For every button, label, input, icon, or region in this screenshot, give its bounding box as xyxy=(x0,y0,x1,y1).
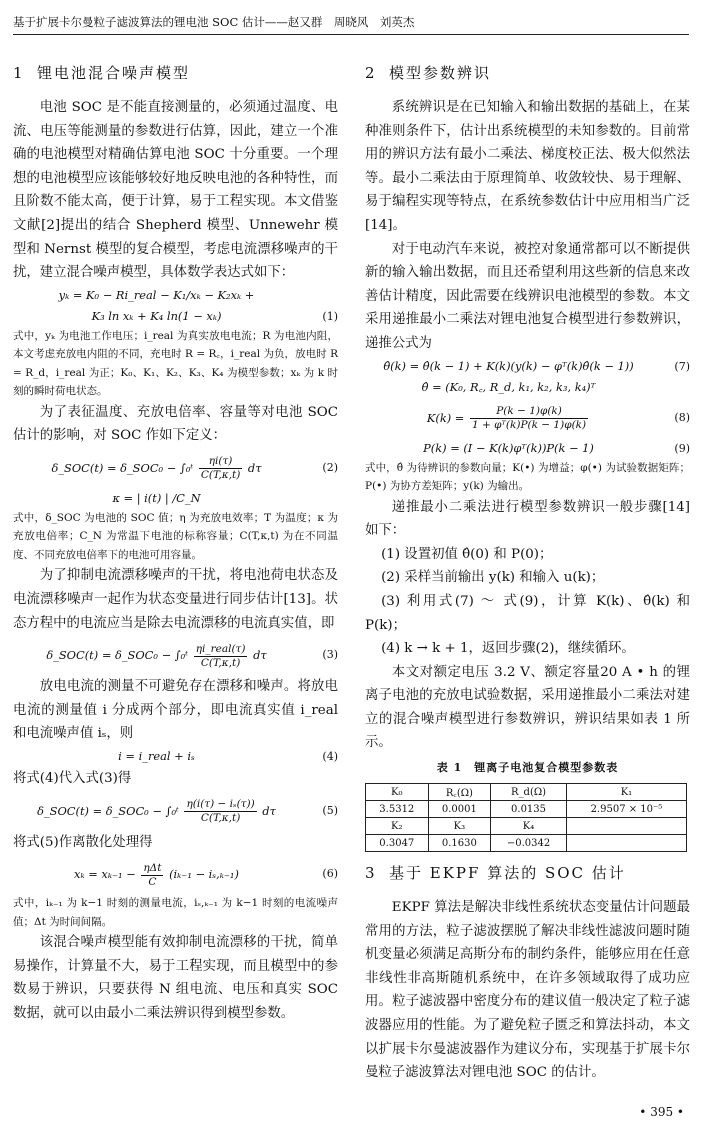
table-header-cell xyxy=(566,818,686,835)
section-1-number: 1 xyxy=(13,64,23,82)
paragraph: 将式(4)代入式(3)得 xyxy=(13,771,132,786)
equation-tail: dτ xyxy=(247,460,262,475)
equation-number: (3) xyxy=(322,648,338,662)
equation-7 xyxy=(365,356,690,377)
section-1-heading xyxy=(13,62,338,84)
paragraph: 将式(5)作离散化处理得 xyxy=(13,834,153,850)
numerator: η(i(τ) − iₛ(τ)) xyxy=(186,798,255,811)
equation-9 xyxy=(365,438,690,459)
table-cell xyxy=(566,835,686,852)
equation-3 xyxy=(13,635,338,675)
fraction xyxy=(141,862,163,889)
step-1: (1) 设置初值 θ̂(0) 和 P(0)； xyxy=(381,546,553,562)
equation-number: (7) xyxy=(674,359,690,373)
table-header-cell: R꜀(Ω) xyxy=(428,784,491,801)
table-cell: 0.3047 xyxy=(366,835,429,852)
fraction xyxy=(199,455,242,482)
paragraph: 放电电流的测量不可避免存在漂移和噪声。将放电电流的测量值 i 分成两个部分，即电流真实值 i_real 和电流噪声值 iₛ，则 xyxy=(13,679,338,742)
paragraph: 为了抑制电流漂移噪声的干扰，将电池荷电状态及电流漂移噪声一起作为状态变量进行同步估计[13]。状态方程中的电流应当是除去电流漂移的电流真实值，即 xyxy=(13,568,338,631)
equation-tail: dτ xyxy=(262,803,276,818)
table-header-cell: K₃ xyxy=(428,818,491,835)
equation-tail: (iₖ₋₁ − iₛ,ₖ₋₁) xyxy=(169,867,239,882)
table-cell: 0.0135 xyxy=(491,801,567,818)
equation-body xyxy=(13,854,300,894)
denominator: 1 + φᵀ(k)P(k − 1)φ(k) xyxy=(471,419,587,432)
section-3-heading xyxy=(365,862,690,884)
table-cell: −0.0342 xyxy=(491,835,567,852)
equation-body xyxy=(13,791,300,831)
equation-number: (6) xyxy=(322,867,338,881)
paragraph: 对于电动汽车来说，被控对象通常都可以不断提供新的输入输出数据，而且还希望利用这些新的信息来改善估计精度，因此需要在线辨识电池模型的参数。本文采用递推最小二乘法对锂电池复合模型进行参数辨识，递推公式为 xyxy=(365,241,690,351)
equation-number: (5) xyxy=(322,803,338,817)
denominator: C(T,κ,t) xyxy=(200,812,241,825)
page-number: • 395 • xyxy=(639,1105,684,1119)
table-cell: 3.5312 xyxy=(366,801,429,818)
table-header-cell: K₁ xyxy=(566,784,686,801)
table-header-cell: K₄ xyxy=(491,818,567,835)
numerator: P(k − 1)φ(k) xyxy=(470,405,588,419)
equation-lhs: δ_SOC(t) = δ_SOC₀ − ∫₀ᵗ xyxy=(46,648,189,663)
table-row xyxy=(366,835,687,852)
equation-8 xyxy=(365,398,690,438)
paragraph: 递推最小二乘法进行模型参数辨识一般步骤[14] 如下： xyxy=(365,499,690,539)
table-header-cell: K₂ xyxy=(366,818,429,835)
equation-number: (8) xyxy=(674,410,690,424)
table-row xyxy=(366,818,687,835)
equation-text: θ̂ = (K₀, R꜀, R_d, k₁, k₂, k₃, k₄)ᵀ xyxy=(421,379,596,394)
section-2-title: 模型参数辨识 xyxy=(389,64,492,82)
section-2-number: 2 xyxy=(365,64,375,82)
right-column xyxy=(365,56,690,1085)
equation-text: i = i_real + iₛ xyxy=(118,749,195,763)
step-4: (4) k → k + 1，返回步骤(2)，继续循环。 xyxy=(381,641,635,657)
equation-body xyxy=(13,635,300,675)
equation-lhs: K(k) = xyxy=(426,410,465,425)
equation-text: P(k) = (I − K(k)φᵀ(k))P(k − 1) xyxy=(423,440,594,455)
equation-text: κ = | i(t) | /C_N xyxy=(112,490,201,505)
table-header-cell: K₀ xyxy=(366,784,429,801)
equation-7b xyxy=(365,377,690,398)
variable-description: 式中，yₖ 为电池工作电压；i_real 为真实放电电流；R 为电池内阻，本文考虑充放电内阻的不同，充电时 R = R꜀，i_real 为负，放电时 R = R_d，i_real 为正；K₀、K₁、K₂、K₃、K₄ 为模型参数；xₖ 为 k 时刻的瞬时荷电状态。 xyxy=(13,329,338,398)
section-3-number: 3 xyxy=(365,864,375,883)
equation-1-line-1 xyxy=(13,285,338,306)
paragraph: EKPF 算法是解决非线性系统状态变量估计问题最常用的方法，粒子滤波摆脱了解决非线性滤波问题时随机变量必须满足高斯分布的制约条件，能够应用在任意非线性非高斯随机系统中，在许多领域取得了成功应用。粒子滤波器中密度分布的建议值一般决定了粒子滤波器应用的性能。为了避免粒子匮乏和算法抖动，本文以扩展卡尔曼滤波器作为建议分布，实现基于扩展卡尔曼粒子滤波算法对锂电池 SOC 的估计。 xyxy=(365,900,690,1081)
numerator: ηi_real(τ) xyxy=(195,642,246,655)
section-2-heading xyxy=(365,62,690,84)
denominator: C xyxy=(148,875,157,888)
section-3-title: 基于 EKPF 算法的 SOC 估计 xyxy=(389,864,626,883)
equation-tail: dτ xyxy=(253,648,267,663)
equation-6 xyxy=(13,854,338,894)
table-cell: 0.0001 xyxy=(428,801,491,818)
fraction xyxy=(184,798,256,825)
section-1-title: 锂电池混合噪声模型 xyxy=(37,64,191,82)
equation-2b xyxy=(13,488,338,509)
fraction xyxy=(194,643,248,670)
step-3: (3) 利用式(7) ～ 式(9)，计算 K(k)、θ̂(k) 和 P(k)； xyxy=(365,593,690,633)
equation-5 xyxy=(13,791,338,831)
equation-text: θ̂(k) = θ̂(k − 1) + K(k)(y(k) − φᵀ(k)θ̂(k − 1)) xyxy=(383,358,634,373)
equation-number: (9) xyxy=(674,441,690,455)
equation-text: K₃ ln xₖ + K₄ ln(1 − xₖ) xyxy=(91,308,222,323)
numerator: ηΔt xyxy=(143,861,162,874)
equation-lhs: δ_SOC(t) = δ_SOC₀ − ∫₀ᵗ xyxy=(37,803,179,818)
equation-number: (2) xyxy=(322,460,338,474)
step-2: (2) 采样当前输出 y(k) 和输入 u(k)； xyxy=(381,570,605,586)
equation-1-line-2 xyxy=(13,306,338,327)
equation-number: (4) xyxy=(322,750,338,763)
table-cell: 2.9507 × 10⁻⁵ xyxy=(566,801,686,818)
variable-description: 式中，θ̂ 为待辨识的参数向量；K(•) 为增益；φ(•) 为试验数据矩阵；P(•) 为协方差矩阵；y(k) 为输出。 xyxy=(365,461,690,493)
equation-body xyxy=(13,448,300,488)
parameter-table xyxy=(365,783,687,852)
paragraph: 系统辨识是在已知输入和输出数据的基础上，在某种准则条件下，估计出系统模型的未知参数的。目前常用的辨识方法有最小二乘法、梯度校正法、极大似然法等。最小二乘法由于原理简单、收敛较快、易于理解、易于编程实现等特点，在系统参数估计中应用相当广泛[14]。 xyxy=(365,100,690,233)
paragraph: 本文对额定电压 3.2 V、额定容量20 A • h 的锂离子电池的充放电试验数据，采用递推最小二乘法对建立的混合噪声模型进行参数辨识，辨识结果如表 1 所示。 xyxy=(365,664,690,751)
variable-description: 式中，δ_SOC 为电池的 SOC 值；η 为充放电效率；T 为温度；κ 为充放电倍率；C_N 为常温下电池的标称容量；C(T,κ,t) 为在不同温度、不同充放电倍率下的电池可用容量。 xyxy=(13,511,338,561)
paragraph: 该混合噪声模型能有效抑制电流漂移的干扰，简单易操作，计算量不大，易于工程实现，而且模型中的参数易于辨识，只要获得 N 组电流、电压和真实 SOC 数据，就可以由最小二乘法辨识得到模型参数。 xyxy=(13,935,338,1021)
table-cell: 0.1630 xyxy=(428,835,491,852)
running-header: 基于扩展卡尔曼粒子滤波算法的锂电池 SOC 估计——赵又群 周晓风 刘英杰 xyxy=(13,15,415,29)
header-rule xyxy=(13,34,689,35)
paragraph: 为了表征温度、充放电倍率、容量等对电池 SOC 估计的影响，对 SOC 作如下定义： xyxy=(13,404,338,444)
table-header-cell: R_d(Ω) xyxy=(491,784,567,801)
numerator: ηi(τ) xyxy=(199,455,242,469)
denominator: C(T,κ,t) xyxy=(200,469,241,482)
left-column xyxy=(13,56,338,1026)
equation-number: (1) xyxy=(322,309,338,323)
equation-lhs: δ_SOC(t) = δ_SOC₀ − ∫₀ᵗ xyxy=(51,460,194,475)
equation-2 xyxy=(13,448,338,488)
equation-text: yₖ = K₀ − Ri_real − K₁/xₖ − K₂xₖ + xyxy=(58,287,255,302)
equation-4 xyxy=(13,746,338,767)
denominator: C(T,κ,t) xyxy=(200,656,241,669)
table-1-caption: 表 1 锂离子电池复合模型参数表 xyxy=(436,761,619,775)
paragraph: 电池 SOC 是不能直接测量的，必须通过温度、电流、电压等能测量的参数进行估算，因此，建立一个准确的电池模型对精确估算电池 SOC 十分重要。一个理想的电池模型应该能够较好地反映电池的各种特性，而且阶数不能太高，便于计算，易于工程实现。本文借鉴文献[2]提出的结合 Shepherd 模型、Unnewehr 模型和 Nernst 模型的复合模型，考虑电流漂移噪声的干扰，建立混合噪声模型，具体数学表达式如下： xyxy=(13,100,338,281)
equation-lhs: xₖ = xₖ₋₁ − xyxy=(74,867,136,882)
table-row xyxy=(366,801,687,818)
variable-description: 式中，iₖ₋₁ 为 k−1 时刻的测量电流，iₛ,ₖ₋₁ 为 k−1 时刻的电流噪声值；Δt 为时间间隔。 xyxy=(13,897,338,928)
equation-body xyxy=(365,398,652,438)
fraction xyxy=(470,405,588,432)
table-row xyxy=(366,784,687,801)
